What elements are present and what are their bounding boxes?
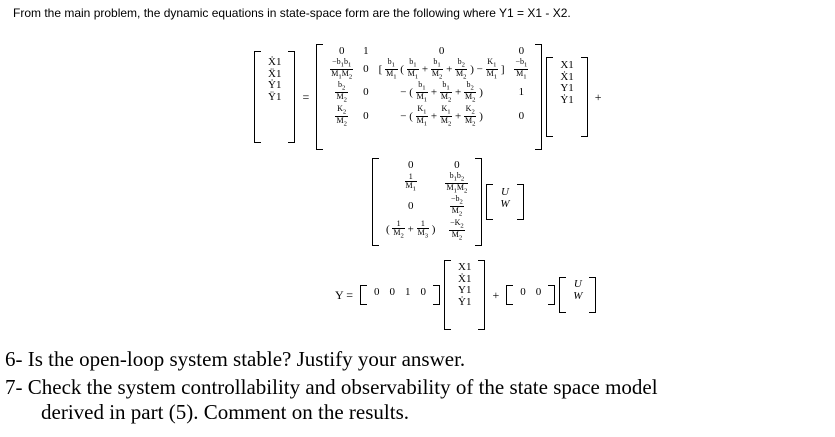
C-entry: 0 bbox=[374, 286, 380, 298]
D-entry: 0 bbox=[520, 286, 526, 298]
question-7-text: 7- Check the system controllability and observability of the state space model bbox=[5, 375, 658, 399]
C-entry: 0 bbox=[389, 286, 395, 298]
output-lhs: Y = bbox=[335, 287, 353, 302]
input-entry: U bbox=[500, 186, 509, 198]
state-equation bbox=[254, 44, 605, 150]
A-entry: 0 bbox=[438, 45, 445, 57]
C-entry: 0 bbox=[420, 286, 426, 298]
question-6 bbox=[5, 347, 465, 372]
state-entry: Ẋ1 bbox=[458, 272, 472, 285]
state-entry: X1 bbox=[458, 261, 472, 273]
question-7 bbox=[5, 375, 658, 425]
C-entry: 1 bbox=[405, 286, 411, 298]
D-matrix bbox=[506, 285, 555, 305]
A-entry: 0 bbox=[518, 45, 525, 57]
equals-sign: = bbox=[302, 89, 310, 104]
intro-text: From the main problem, the dynamic equations in state-space form are the following where Y1 = X1 - X2. bbox=[13, 6, 571, 20]
A-entry: $\frac{-b_1b_1}{M_1M_2}$ bbox=[331, 56, 353, 81]
A-entry: [ $\frac{b_1}{M_1}$ ( $\frac{b_1}{M_1}$ + $\frac{b_1}{M_2}$ + $\frac{b_2}{M_2}$ ) − $\frac{K_1}{M_1}$ ] bbox=[378, 56, 505, 81]
C-matrix bbox=[360, 285, 440, 305]
A-entry: − ( $\frac{K_1}{M_1}$ + $\frac{K_1}{M_2}$ + $\frac{K_2}{M_2}$ ) bbox=[400, 103, 483, 128]
state-entry: Ẏ1 bbox=[458, 295, 472, 308]
state-entry: Ẋ1 bbox=[560, 70, 574, 83]
plus-sign: + bbox=[594, 89, 602, 104]
A-entry: $\frac{-b_1}{M_1}$ bbox=[515, 56, 528, 81]
B-entry: $\frac{-K_2}{M_2}$ bbox=[450, 217, 464, 242]
state-entry: Y1 bbox=[458, 284, 472, 297]
output-state-vector bbox=[444, 260, 485, 330]
B-entry: 0 bbox=[407, 159, 414, 171]
input-entry: U bbox=[573, 278, 582, 290]
plus-sign: + bbox=[492, 287, 500, 302]
lhs-entry: Ẋ1 bbox=[268, 56, 282, 68]
D-entry: 0 bbox=[535, 286, 542, 298]
lhs-entry: Ẏ1 bbox=[268, 79, 282, 92]
A-entry: $\frac{b_2}{M_2}$ bbox=[336, 80, 347, 104]
state-entry: Y1 bbox=[560, 82, 574, 95]
B-entry: ( $\frac{1}{M_2}$ + $\frac{1}{M_3}$ ) bbox=[386, 219, 436, 240]
state-entry: X1 bbox=[560, 59, 574, 71]
B-entry: $\frac{b_1b_2}{M_1M_2}$ bbox=[446, 170, 468, 195]
A-entry: 0 bbox=[363, 62, 369, 75]
input-entry: W bbox=[573, 289, 583, 302]
A-entry: 0 bbox=[363, 86, 369, 99]
input-vector bbox=[486, 184, 523, 220]
A-entry: 0 bbox=[338, 45, 345, 57]
question-6-text: 6- Is the open-loop system stable? Justify your answer. bbox=[5, 347, 466, 371]
lhs-state-derivative-vector bbox=[254, 51, 295, 143]
A-matrix bbox=[316, 44, 542, 150]
A-entry: − ( $\frac{b_1}{M_1}$ + $\frac{b_1}{M_2}$ + $\frac{b_2}{M_2}$ ) bbox=[400, 80, 483, 104]
A-entry: 1 bbox=[518, 86, 525, 99]
question-7-continuation: derived in part (5). Comment on the results. bbox=[41, 400, 410, 424]
B-entry: $\frac{-b_2}{M_2}$ bbox=[451, 194, 463, 218]
A-entry: $\frac{K_2}{M_2}$ bbox=[336, 103, 347, 128]
B-matrix bbox=[372, 158, 482, 246]
lhs-entry: Ẍ1 bbox=[268, 67, 282, 80]
output-equation bbox=[332, 260, 596, 330]
B-entry: 0 bbox=[454, 159, 460, 171]
B-entry: 0 bbox=[407, 200, 414, 213]
output-input-vector bbox=[559, 277, 596, 313]
state-vector bbox=[546, 57, 587, 137]
input-entry: W bbox=[500, 197, 510, 210]
state-entry: Ẏ1 bbox=[560, 93, 574, 106]
A-entry: 0 bbox=[363, 109, 369, 122]
input-term bbox=[372, 158, 524, 246]
A-entry: 1 bbox=[363, 45, 369, 57]
A-entry: 0 bbox=[518, 109, 525, 122]
B-entry: $\frac{1}{M_1}$ bbox=[405, 172, 416, 193]
lhs-entry: Ÿ1 bbox=[268, 90, 282, 103]
